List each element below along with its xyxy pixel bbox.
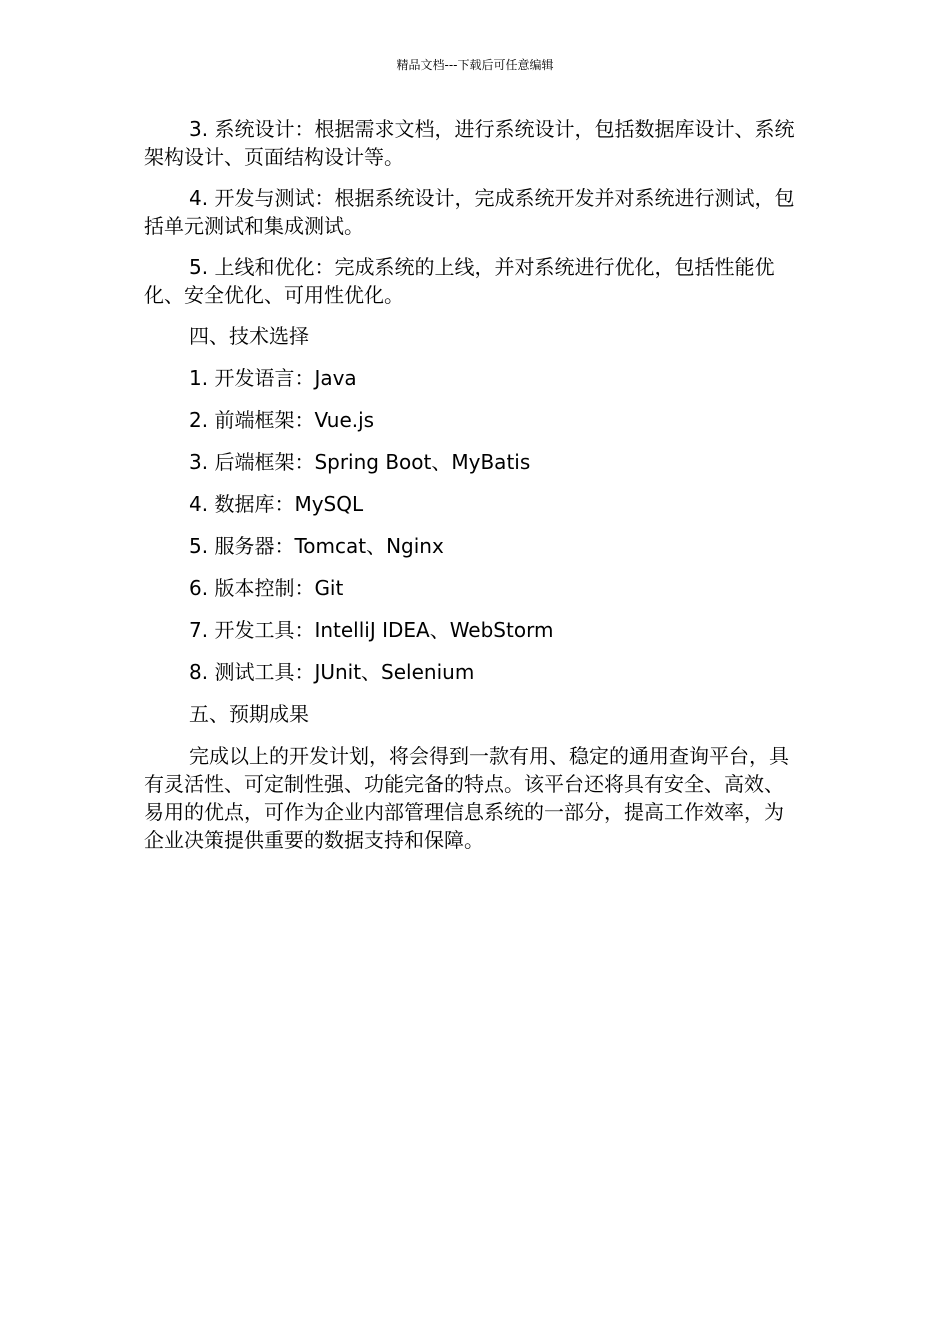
document-body: [144, 115, 800, 867]
tech-item-version-control: 6. 版本控制：Git: [189, 576, 344, 600]
section-heading-tech-choice: 四、技术选择: [189, 324, 309, 348]
section-heading-expected-results: 五、预期成果: [189, 702, 309, 726]
tech-item-backend: 3. 后端框架：Spring Boot、MyBatis: [189, 450, 531, 474]
tech-item-language: 1. 开发语言：Java: [189, 366, 357, 390]
tech-item-database: 4. 数据库：MySQL: [189, 492, 364, 516]
tech-item-server: 5. 服务器：Tomcat、Nginx: [189, 534, 444, 558]
paragraph-launch-optimization: 5. 上线和优化：完成系统的上线，并对系统进行优化，包括性能优化、安全优化、可用性优化。: [144, 255, 775, 307]
page-header: 精品文档---下载后可任意编辑: [396, 58, 554, 72]
paragraph-expected-results: 完成以上的开发计划，将会得到一款有用、稳定的通用查询平台，具有灵活性、可定制性强、功能完备的特点。该平台还将具有安全、高效、易用的优点，可作为企业内部管理信息系统的一部分，提高工作效率，为企业决策提供重要的数据支持和保障。: [144, 744, 789, 852]
tech-item-frontend: 2. 前端框架：Vue.js: [189, 408, 375, 432]
paragraph-system-design: 3. 系统设计：根据需求文档，进行系统设计，包括数据库设计、系统架构设计、页面结构设计等。: [144, 117, 795, 169]
tech-item-dev-tools: 7. 开发工具：IntelliJ IDEA、WebStorm: [189, 618, 554, 642]
paragraph-development-testing: 4. 开发与测试：根据系统设计，完成系统开发并对系统进行测试，包括单元测试和集成测试。: [144, 186, 795, 238]
tech-item-test-tools: 8. 测试工具：JUnit、Selenium: [189, 660, 475, 684]
